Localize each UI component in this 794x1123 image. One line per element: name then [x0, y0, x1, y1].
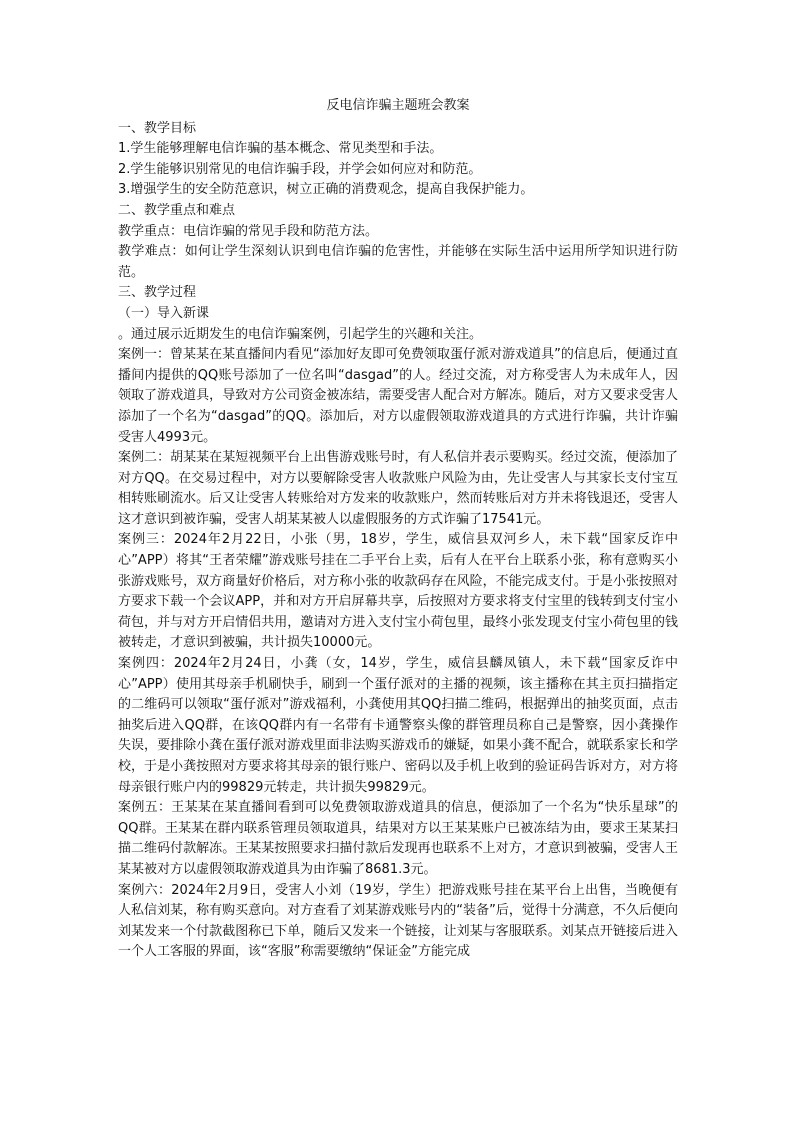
- intro-paragraph: 。通过展示近期发生的电信诈骗案例，引起学生的兴趣和关注。: [118, 326, 483, 342]
- key-point-paragraph: 教学重点：电信诈骗的常见手段和防范方法。: [118, 223, 379, 239]
- section-heading-process: 三、教学过程: [118, 285, 197, 301]
- case-paragraph-1: 案例一：曾某某在某直播间内看见“添加好友即可免费领取蛋仔派对游戏道具”的信息后，便通过直播间内提供的QQ账号添加了一位名叫“dasgad”的人。经过交流，对方称受害人为未成年人，因领取了游戏道具，导致对方公司资金被冻结，需要受害人配合对方解冻。随后，对方又要求受害人添加了一个名为“dasgad”的QQ。添加后，对方以虚假领取游戏道具的方式进行诈骗，共计诈骗受害人4993元。: [118, 347, 678, 445]
- objective-item-1: 1.学生能够理解电信诈骗的基本概念、常见类型和手法。: [118, 141, 443, 157]
- case-paragraph-5: 案例五：王某某在某直播间看到可以免费领取游戏道具的信息，便添加了一个名为“快乐星球”的QQ群。王某某在群内联系管理员领取道具，结果对方以王某某账户已被冻结为由，要求王某某扫描二维码付款解冻。王某某按照要求扫描付款后发现再也联系不上对方，才意识到被骗，受害人王某某被对方以虚假领取游戏道具为由诈骗了8681.3元。: [118, 800, 678, 877]
- case-paragraph-4: 案例四：2024年2月24日，小龚（女，14岁，学生，威信县麟凤镇人，未下载“国家反诈中心”APP）使用其母亲手机刷快手，刷到一个蛋仔派对的主播的视频，该主播称在其主页扫描指定的二维码可以领取“蛋仔派对”游戏福利，小龚使用其QQ扫描二维码，根据弹出的抽奖页面，点击抽奖后进入QQ群，在该QQ群内有一名带有卡通警察头像的群管理员称自己是警察，因小龚操作失误，要排除小龚在蛋仔派对游戏里面非法购买游戏币的嫌疑，如果小龚不配合，就联系家长和学校，于是小龚按照对方要求将其母亲的银行账户、密码以及手机上收到的验证码告诉对方，对方将母亲银行账户内的99829元转走，共计损失99829元。: [118, 656, 678, 795]
- objective-item-3: 3.增强学生的安全防范意识，树立正确的消费观念，提高自我保护能力。: [118, 182, 534, 198]
- section-heading-key-points: 二、教学重点和难点: [118, 202, 236, 218]
- case-paragraph-6: 案例六：2024年2月9日，受害人小刘（19岁，学生）把游戏账号挂在某平台上出售，当晚便有人私信刘某，称有购买意向。对方查看了刘某游戏账号内的“装备”后，觉得十分满意，不久后便向刘某发来一个付款截图称已下单，随后又发来一个链接，让刘某与客服联系。刘某点开链接后进入一个人工客服的界面，该“客服”称需要缴纳“保证金”方能完成: [118, 882, 678, 960]
- objective-item-2: 2.学生能够识别常见的电信诈骗手段，并学会如何应对和防范。: [118, 161, 482, 177]
- difficulty-paragraph: 教学难点：如何让学生深刻认识到电信诈骗的危害性，并能够在实际生活中运用所学知识进行防范。: [118, 244, 678, 280]
- case-paragraph-3: 案例三：2024年2月22日，小张（男，18岁，学生，威信县双河乡人，未下载“国家反诈中心”APP）将其“王者荣耀”游戏账号挂在二手平台上卖，后有人在平台上联系小张，称有意购买小张游戏账号，双方商量好价格后，对方称小张的收款码存在风险，不能完成支付。于是小张按照对方要求下载一个会议APP，并和对方开启屏幕共享，后按照对方要求将支付宝里的钱转到支付宝小荷包，并与对方开启情侣共用，邀请对方进入支付宝小荷包里，最终小张发现支付宝小荷包里的钱被转走，才意识到被骗，共计损失10000元。: [118, 532, 678, 651]
- section-heading-objectives: 一、教学目标: [118, 120, 197, 136]
- case-paragraph-2: 案例二：胡某某在某短视频平台上出售游戏账号时，有人私信并表示要购买。经过交流，便添加了对方QQ。在交易过程中，对方以要解除受害人收款账户风险为由，先让受害人与其家长支付宝互相转账刷流水。后又让受害人转账给对方发来的收款账户，然而转账后对方并未将钱退还，受害人这才意识到被诈骗，受害人胡某某被人以虚假服务的方式诈骗了17541元。: [118, 450, 678, 527]
- subsection-heading-intro: （一）导入新课: [118, 305, 210, 321]
- document-page: [118, 96, 678, 963]
- document-title: 反电信诈骗主题班会教案: [326, 98, 470, 113]
